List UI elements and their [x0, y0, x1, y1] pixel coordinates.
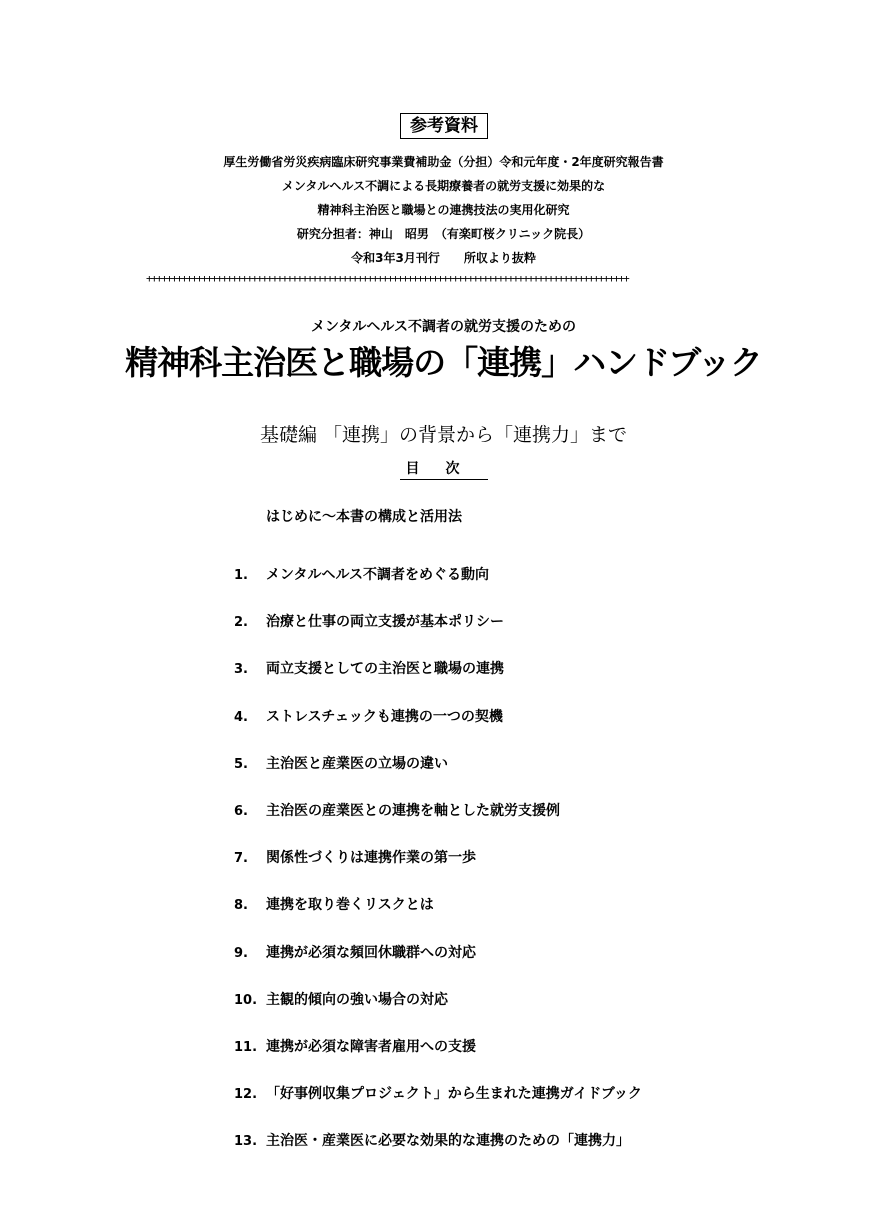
- toc-item-number: 9.: [234, 945, 248, 961]
- toc-item-number: 8.: [234, 898, 248, 914]
- reference-label: 参考資料: [400, 113, 488, 139]
- report-info-line-5: 令和3年3月刊行 所収より抜粋: [351, 251, 536, 265]
- toc-item-number: 3.: [234, 662, 248, 678]
- plus-divider: ++++++++++++++++++++++++++++++++++++++++++++++++++++++++++++++++++++++++++++++++++++++++++++++++: [146, 272, 629, 285]
- toc-heading: 目次: [400, 460, 488, 480]
- toc-item-number: 7.: [234, 851, 248, 867]
- toc-item-text: 主観的傾向の強い場合の対応: [266, 991, 448, 1008]
- toc-item-text: 治療と仕事の両立支援が基本ポリシー: [266, 614, 504, 631]
- toc-item-5: [234, 755, 642, 802]
- toc-item-number: 2.: [234, 615, 248, 631]
- toc-item-9: [234, 944, 642, 991]
- report-info-line-3: 精神科主治医と職場との連携技法の実用化研究: [317, 203, 570, 217]
- toc-item-text: 連携を取り巻くリスクとは: [266, 897, 434, 914]
- toc-item-text: 連携が必須な障害者雇用への支援: [266, 1038, 476, 1055]
- toc-item-text: 主治医・産業医に必要な効果的な連携のための「連携力」: [266, 1133, 630, 1150]
- toc-item-text: ストレスチェックも連携の一つの契機: [266, 708, 503, 725]
- toc-item-10: [234, 991, 642, 1038]
- toc-item-4: [234, 708, 642, 755]
- report-info-line-2: メンタルヘルス不調による長期療養者の就労支援に効果的な: [281, 179, 606, 193]
- toc-heading-wrap: [0, 460, 887, 480]
- toc-item-number: 4.: [234, 709, 248, 725]
- toc-item-13: [234, 1132, 642, 1179]
- toc-item-number: 12.: [234, 1087, 258, 1103]
- report-info-line-1: 厚生労働省労災疾病臨床研究事業費補助金（分担）令和元年度・2年度研究報告書: [223, 155, 664, 169]
- toc-item-number: 13.: [234, 1134, 258, 1150]
- section-title: 基礎編 「連携」の背景から「連携力」まで: [259, 424, 628, 446]
- toc-item-text: 主治医と産業医の立場の違い: [266, 755, 448, 772]
- toc-list: [234, 566, 642, 1179]
- toc-item-12: [234, 1085, 642, 1132]
- toc-item-2: [234, 613, 642, 660]
- toc-item-number: 5.: [234, 756, 248, 772]
- toc-intro: はじめに～本書の構成と活用法: [266, 509, 462, 525]
- report-info-line-4: 研究分担者：神山 昭男 （有楽町桜クリニック院長）: [296, 227, 591, 241]
- toc-item-6: [234, 802, 642, 849]
- toc-item-text: メンタルヘルス不調者をめぐる動向: [266, 567, 490, 583]
- toc-item-text: 「好事例収集プロジェクト」から生まれた連携ガイドブック: [266, 1086, 642, 1103]
- toc-item-7: [234, 849, 642, 896]
- subtitle: メンタルヘルス不調者の就労支援のための: [310, 319, 577, 335]
- main-title: 精神科主治医と職場の「連携」ハンドブック: [125, 343, 762, 382]
- toc-item-number: 1.: [234, 568, 248, 583]
- toc-item-number: 6.: [234, 803, 248, 819]
- toc-item-1: [234, 566, 642, 613]
- toc-item-text: 両立支援としての主治医と職場の連携: [266, 661, 504, 678]
- toc-item-text: 関係性づくりは連携作業の第一歩: [266, 850, 476, 867]
- toc-item-11: [234, 1038, 642, 1085]
- toc-item-text: 主治医の産業医との連携を軸とした就労支援例: [266, 802, 560, 819]
- toc-item-text: 連携が必須な頻回休職群への対応: [266, 944, 476, 961]
- toc-item-number: 10.: [234, 992, 258, 1008]
- toc-item-3: [234, 660, 642, 707]
- toc-item-number: 11.: [234, 1039, 258, 1055]
- toc-item-8: [234, 896, 642, 943]
